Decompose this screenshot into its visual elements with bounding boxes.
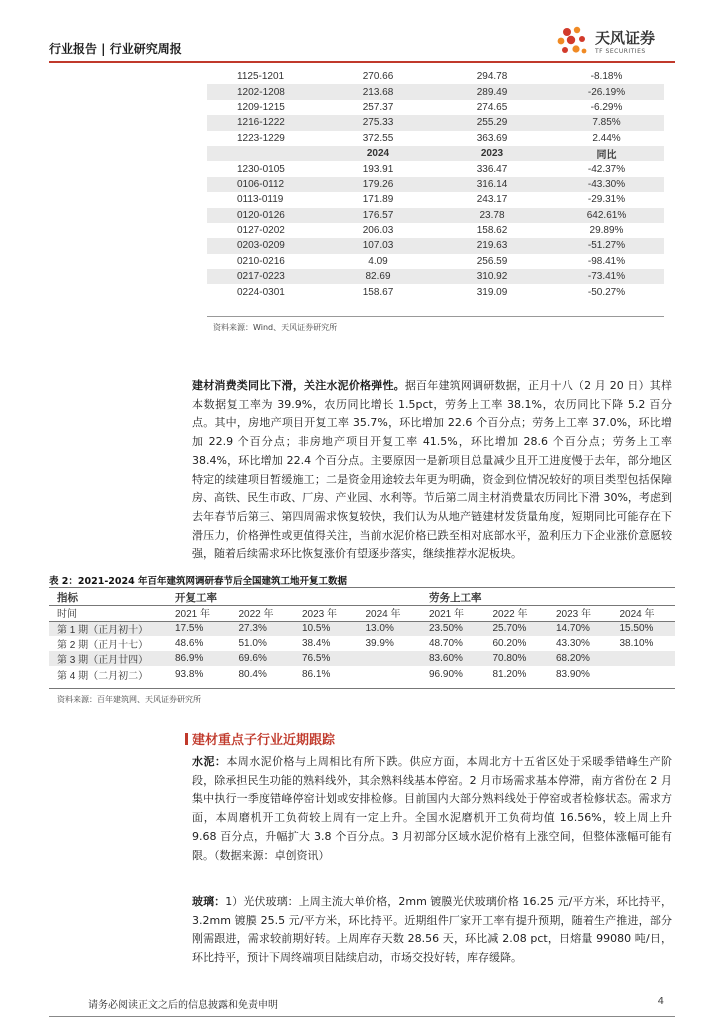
table-header-cell: 2022 年 xyxy=(238,609,274,621)
paragraph-lead: 建材消费类同比下滑，关注水泥价格弹性。 xyxy=(192,379,405,392)
table-cell: 372.55 xyxy=(362,132,394,144)
table-row xyxy=(207,223,664,238)
table-cell: -26.19% xyxy=(549,84,664,99)
table2-group-rule xyxy=(49,605,675,606)
table-cell: 86.1% xyxy=(302,668,331,680)
table-header-cell: 2023 年 xyxy=(302,609,338,621)
table-cell: -51.27% xyxy=(549,238,664,253)
table-cell: 82.69 xyxy=(321,269,435,284)
table-cell: 1202-1208 xyxy=(207,84,321,99)
table-cell: 93.8% xyxy=(175,668,204,680)
table-header-row xyxy=(49,590,675,605)
paragraph-body: 本周水泥价格与上周相比有所下跌。供应方面，本周北方十五省区处于采暖季错峰生产阶段，除承担民生功能的熟料线外，其余熟料线基本停窑。2 月市场需求基本停滞，南方省份在 2 月集中执行一季度错峰停窑计划或安排检修。目前国内大部分熟料线处于停窑或者检修状态。需求方面，本周磨机开工负荷较上周有一定上升。全国水泥磨机开工负荷均值 16.56%，较上周上升 9.68 百分点，升幅扩大 3.8 个百分点。3 月初部分区域水泥价格有上涨空间，但整体涨幅可能有限。（数据来源：卓创资讯） xyxy=(192,755,673,862)
table-cell: 0106-0112 xyxy=(207,177,321,192)
company-logo-icon xyxy=(555,24,591,60)
table1-source: 资料来源：Wind、天风证券研究所 xyxy=(213,323,338,332)
table-header-cell: 时间 xyxy=(57,609,77,621)
table-cell xyxy=(612,651,676,666)
table-cell: -6.29% xyxy=(590,101,623,113)
table-header-cell: 2024 年 xyxy=(619,609,655,621)
table-cell: 363.69 xyxy=(476,132,508,144)
table-header-cell: 劳务上工率 xyxy=(429,592,482,605)
construction-restart-table xyxy=(49,590,675,682)
table-header-row xyxy=(207,146,664,161)
table-cell: 10.5% xyxy=(294,621,358,636)
table-cell xyxy=(358,666,422,681)
table-cell: 60.20% xyxy=(492,638,527,650)
table-cell: 336.47 xyxy=(476,163,508,175)
table-cell: 0224-0301 xyxy=(237,286,285,298)
table1-bottom-rule xyxy=(207,316,664,317)
page-number: 4 xyxy=(657,996,664,1007)
paragraph-lead: 水泥： xyxy=(192,755,227,768)
table-row xyxy=(207,284,664,299)
table-cell: 76.5% xyxy=(294,651,358,666)
table-cell: 2.44% xyxy=(592,132,621,144)
table-cell: 219.63 xyxy=(435,238,549,253)
table-cell: 25.70% xyxy=(485,621,549,636)
row-label: 第 4 期（二月初二） xyxy=(57,670,149,682)
table-cell: 96.90% xyxy=(429,668,463,680)
table-row xyxy=(49,651,675,666)
row-label: 第 1 期（正月初十） xyxy=(49,621,167,636)
table-row xyxy=(207,84,664,99)
table-header-cell: 2024 年 xyxy=(365,609,401,621)
paragraph-consumption xyxy=(192,377,672,564)
table-cell: 319.09 xyxy=(476,286,508,298)
table-cell: 48.6% xyxy=(175,638,204,650)
table-cell: 1125-1201 xyxy=(237,71,285,83)
table-row xyxy=(207,192,664,207)
table-cell: 17.5% xyxy=(167,621,231,636)
table-header-cell: 开复工率 xyxy=(175,592,217,605)
table-cell: -73.41% xyxy=(549,269,664,284)
logo-name: 天风证券 xyxy=(595,29,656,47)
table-cell: 15.50% xyxy=(612,621,676,636)
table-cell: 107.03 xyxy=(321,238,435,253)
table-cell xyxy=(358,651,422,666)
table-cell: 0217-0223 xyxy=(207,269,321,284)
table-header-cell: 2021 年 xyxy=(429,609,465,621)
table-cell: 193.91 xyxy=(362,163,394,175)
table-cell: 68.20% xyxy=(548,651,612,666)
table-cell: 1216-1222 xyxy=(207,115,321,130)
table-row xyxy=(207,115,664,130)
table-cell: 1223-1229 xyxy=(237,132,285,144)
table-cell: 0127-0202 xyxy=(237,225,285,237)
table-cell: 48.70% xyxy=(429,638,463,650)
table2-source: 资料来源：百年建筑网、天风证券研究所 xyxy=(57,695,201,704)
table-cell: 255.29 xyxy=(435,115,549,130)
table-cell: 243.17 xyxy=(476,194,508,206)
table2-bottom-rule xyxy=(49,688,675,689)
table-cell: 86.9% xyxy=(167,651,231,666)
paragraph-lead: 玻璃： xyxy=(192,895,226,908)
table-row xyxy=(207,131,664,146)
table-cell xyxy=(612,666,676,681)
table-cell: -29.31% xyxy=(587,194,626,206)
table-row xyxy=(207,269,664,284)
table-row xyxy=(207,100,664,115)
table-cell: 23.78 xyxy=(435,208,549,223)
table-cell: 257.37 xyxy=(362,101,394,113)
paragraph-cement xyxy=(192,753,672,865)
table-cell: 同比 xyxy=(549,146,664,161)
table-cell: -42.37% xyxy=(587,163,626,175)
footer-rule xyxy=(49,1016,675,1017)
table-cell: 256.59 xyxy=(476,255,508,267)
row-label: 第 2 期（正月十七） xyxy=(57,640,149,652)
company-logo xyxy=(555,24,675,60)
table-cell: 70.80% xyxy=(485,651,549,666)
table-header-cell: 2022 年 xyxy=(492,609,528,621)
table-cell: 39.9% xyxy=(365,638,394,650)
report-header: 行业报告 | 行业研究周报 xyxy=(49,42,182,56)
table-cell: 171.89 xyxy=(362,194,394,206)
table-header-cell: 2023 年 xyxy=(556,609,592,621)
table-cell: 14.70% xyxy=(548,621,612,636)
table-cell: 274.65 xyxy=(476,101,508,113)
table-cell: 51.0% xyxy=(238,638,267,650)
table-cell: 0120-0126 xyxy=(207,208,321,223)
table-cell: 158.67 xyxy=(362,286,394,298)
row-label: 第 3 期（正月廿四） xyxy=(49,651,167,666)
table2-top-rule xyxy=(49,587,675,588)
table-cell: 29.89% xyxy=(589,225,624,237)
table-cell: 0203-0209 xyxy=(207,238,321,253)
table-cell: 38.4% xyxy=(302,638,331,650)
table-header-cell: 指标 xyxy=(57,592,78,605)
weekly-consumption-table xyxy=(207,69,664,300)
table-cell: 289.49 xyxy=(435,84,549,99)
table-row xyxy=(207,69,664,84)
table-cell: 4.09 xyxy=(368,255,388,267)
table-row xyxy=(207,161,664,176)
table-cell: 38.10% xyxy=(619,638,654,650)
header-rule xyxy=(49,61,675,63)
table-cell: -98.41% xyxy=(587,255,626,267)
table-cell: 81.20% xyxy=(492,668,527,680)
section-title: 建材重点子行业近期跟踪 xyxy=(192,733,336,748)
table-cell: 27.3% xyxy=(231,621,295,636)
table-row xyxy=(49,621,675,636)
table-row xyxy=(207,254,664,269)
table-header-cell: 2021 年 xyxy=(175,609,211,621)
table-cell: 270.66 xyxy=(362,71,394,83)
table2-title: 表 2：2021-2024 年百年建筑网调研春节后全国建筑工地开复工数据 xyxy=(49,576,348,587)
logo-subtitle: TF SECURITIES xyxy=(595,48,646,55)
table-row xyxy=(49,636,675,651)
table-cell: 176.57 xyxy=(321,208,435,223)
table-cell: 275.33 xyxy=(321,115,435,130)
table-row xyxy=(207,177,664,192)
footer-disclaimer: 请务必阅读正文之后的信息披露和免责申明 xyxy=(88,1000,278,1011)
section-marker xyxy=(185,733,188,745)
table-cell: 0113-0119 xyxy=(237,194,284,206)
table-cell: 179.26 xyxy=(321,177,435,192)
table-cell: 80.4% xyxy=(238,668,267,680)
paragraph-body: 1）光伏玻璃：上周主流大单价格，2mm 镀膜光伏玻璃价格 16.25 元/平方米，环比持平，3.2mm 镀膜 25.5 元/平方米，环比持平。近期组件厂家开工率有提升预期，随着生产推进，部分刚需跟进，需求较前期好转。上周库存天数 28.56 天，环比减 2.08 pct，日熔量 99080 吨/日，环比持平，预计下周终端项目陆续启动，市场交投好转，库存缓降。 xyxy=(192,895,672,965)
table-cell: 316.14 xyxy=(435,177,549,192)
table-cell: 69.6% xyxy=(231,651,295,666)
table-cell: 1230-0105 xyxy=(237,163,285,175)
table-cell xyxy=(207,146,321,161)
table-cell: -43.30% xyxy=(549,177,664,192)
table-cell: 2024 xyxy=(321,146,435,161)
table-cell: 83.60% xyxy=(421,651,485,666)
table-cell: 7.85% xyxy=(549,115,664,130)
table-cell: 83.90% xyxy=(556,668,590,680)
table-cell: -8.18% xyxy=(590,71,623,83)
table-cell: 642.61% xyxy=(549,208,664,223)
paragraph-body: 据百年建筑网调研数据，正月十八（2 月 20 日）其样本数据复工率为 39.9%，农历同比增长 1.5pct，劳务上工率 38.1%，农历同比下降 5.2 百分点。其中，房地产项目开复工率 35.7%，环比增加 22.6 个百分点；劳务上工率 37.0%，环比增加 22.9 个百分点；非房地产项目开复工率 41.5%，环比增加 28.6 个百分点；劳务上工率 38.4%，环比增加 22.4 个百分点。主要原因一是新项目总量减少且开工进度慢于去年，部分地区特定的续建项目暂缓施工；二是资金用途较去年更为明确，资金到位情况较好的项目类型包括保障房、高铁、民生市政、厂房、产业园、水利等。节后第二周主材消费量农历同比下滑 30%，考虑到去年春节后第三、第四周需求恢复较快，我们认为从地产链建材发货量角度，短期同比可能存在下滑压力，价格弹性或更值得关注，当前水泥价格已跌至相对底部水平，盈利压力下企业涨价意愿较强，随着后续需求环比恢复涨价有望逐步落实，继续推荐水泥板块。 xyxy=(192,379,673,561)
table-cell: 1209-1215 xyxy=(237,101,285,113)
table-cell: -50.27% xyxy=(587,286,626,298)
table-cell: 206.03 xyxy=(362,225,394,237)
table-cell: 23.50% xyxy=(421,621,485,636)
paragraph-glass xyxy=(192,893,672,968)
table-cell: 2023 xyxy=(435,146,549,161)
table-cell: 294.78 xyxy=(476,71,508,83)
table-cell: 310.92 xyxy=(435,269,549,284)
table-cell: 43.30% xyxy=(556,638,590,650)
table-cell: 158.62 xyxy=(476,225,508,237)
table-cell: 213.68 xyxy=(321,84,435,99)
table-cell: 0210-0216 xyxy=(237,255,285,267)
table-row xyxy=(207,208,664,223)
table-cell: 13.0% xyxy=(358,621,422,636)
table-header-row xyxy=(49,605,675,620)
table-row xyxy=(49,666,675,681)
table2-header-rule xyxy=(49,621,675,622)
table-row xyxy=(207,238,664,253)
